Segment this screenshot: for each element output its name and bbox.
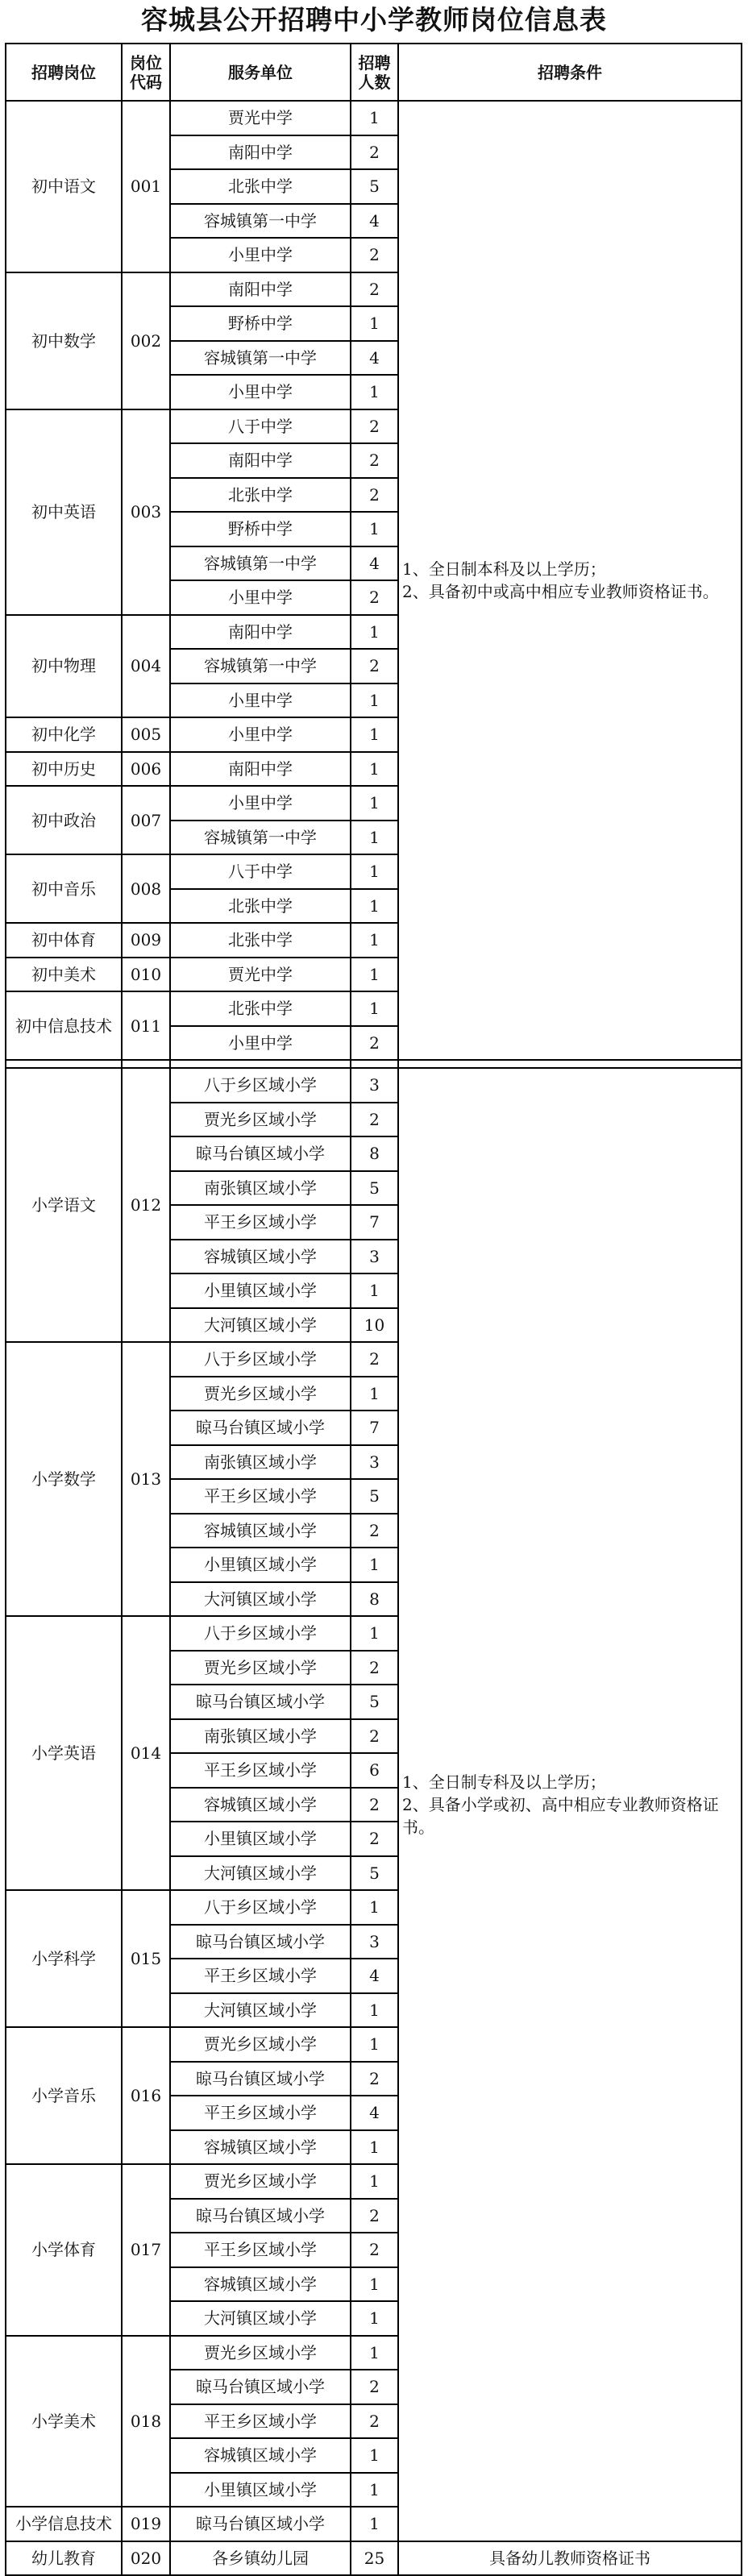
code-cell: 018 [122, 2336, 170, 2507]
count-cell: 7 [351, 1411, 398, 1445]
unit-cell: 南张镇区域小学 [170, 1171, 351, 1206]
count-cell: 1 [351, 2164, 398, 2199]
unit-cell: 贾光乡区域小学 [170, 1103, 351, 1137]
unit-cell: 容城镇区域小学 [170, 1514, 351, 1548]
count-cell: 7 [351, 1205, 398, 1240]
unit-cell: 晾马台镇区域小学 [170, 2507, 351, 2541]
unit-cell: 北张中学 [170, 991, 351, 1026]
count-cell: 1 [351, 1616, 398, 1651]
count-cell: 8 [351, 1136, 398, 1171]
code-cell: 011 [122, 991, 170, 1060]
unit-cell: 小里中学 [170, 717, 351, 752]
count-cell: 1 [351, 2301, 398, 2336]
unit-cell: 容城镇区域小学 [170, 2130, 351, 2165]
unit-cell: 北张中学 [170, 478, 351, 513]
count-cell: 2 [351, 1719, 398, 1754]
post-cell: 小学音乐 [6, 2027, 122, 2164]
post-cell: 小学信息技术 [6, 2507, 122, 2541]
post-cell: 初中语文 [6, 101, 122, 272]
unit-cell: 容城镇第一中学 [170, 341, 351, 376]
unit-cell: 八于中学 [170, 409, 351, 444]
code-cell: 003 [122, 409, 170, 615]
post-cell: 初中化学 [6, 717, 122, 752]
count-cell: 2 [351, 1103, 398, 1137]
count-cell: 2 [351, 272, 398, 307]
header-code: 岗位代码 [122, 44, 170, 101]
unit-cell: 小里镇区域小学 [170, 2473, 351, 2507]
count-cell: 1 [351, 854, 398, 889]
count-cell: 2 [351, 2370, 398, 2404]
table-row [6, 101, 742, 135]
unit-cell: 平王乡区域小学 [170, 1959, 351, 1993]
count-cell: 2 [351, 2404, 398, 2439]
count-cell: 1 [351, 889, 398, 924]
section-separator [6, 1060, 742, 1068]
unit-cell: 容城镇第一中学 [170, 821, 351, 855]
count-cell: 5 [351, 1856, 398, 1891]
condition-line: 2、具备初中或高中相应专业教师资格证书。 [402, 582, 719, 601]
unit-cell: 小里中学 [170, 1026, 351, 1061]
unit-cell: 野桥中学 [170, 512, 351, 546]
count-cell: 1 [351, 2336, 398, 2370]
unit-cell: 小里镇区域小学 [170, 1548, 351, 1582]
unit-cell: 平王乡区域小学 [170, 2404, 351, 2439]
unit-cell: 贾光乡区域小学 [170, 2164, 351, 2199]
unit-cell: 小里中学 [170, 786, 351, 821]
count-cell: 1 [351, 786, 398, 821]
unit-cell: 小里中学 [170, 375, 351, 409]
count-cell: 1 [351, 512, 398, 546]
unit-cell: 贾光中学 [170, 101, 351, 135]
count-cell: 1 [351, 2473, 398, 2507]
count-cell: 5 [351, 169, 398, 204]
unit-cell: 大河镇区域小学 [170, 1308, 351, 1343]
code-cell: 008 [122, 854, 170, 923]
unit-cell: 晾马台镇区域小学 [170, 1925, 351, 1959]
count-cell: 1 [351, 752, 398, 787]
code-cell: 001 [122, 101, 170, 272]
count-cell: 4 [351, 546, 398, 581]
count-cell: 1 [351, 1377, 398, 1411]
count-cell: 6 [351, 1753, 398, 1788]
count-cell: 1 [351, 923, 398, 958]
unit-cell: 八于中学 [170, 854, 351, 889]
header-unit: 服务单位 [170, 44, 351, 101]
count-cell: 1 [351, 1993, 398, 2028]
count-cell: 1 [351, 2507, 398, 2541]
unit-cell: 贾光中学 [170, 958, 351, 992]
post-cell: 幼儿教育 [6, 2541, 122, 2576]
unit-cell: 大河镇区域小学 [170, 1582, 351, 1617]
count-cell: 1 [351, 991, 398, 1026]
code-cell: 015 [122, 1890, 170, 2027]
unit-cell: 平王乡区域小学 [170, 1205, 351, 1240]
unit-cell: 容城镇第一中学 [170, 204, 351, 239]
count-cell: 2 [351, 1822, 398, 1856]
count-cell: 1 [351, 1890, 398, 1925]
count-cell: 1 [351, 958, 398, 992]
code-cell: 017 [122, 2164, 170, 2336]
count-cell: 2 [351, 649, 398, 683]
count-cell: 2 [351, 1514, 398, 1548]
code-cell: 006 [122, 752, 170, 787]
post-cell: 小学数学 [6, 1342, 122, 1616]
count-cell: 1 [351, 101, 398, 135]
header-count: 招聘人数 [351, 44, 398, 101]
count-cell: 2 [351, 1788, 398, 1822]
unit-cell: 贾光乡区域小学 [170, 1377, 351, 1411]
header-row [6, 44, 742, 101]
unit-cell: 小里中学 [170, 238, 351, 272]
count-cell: 2 [351, 1026, 398, 1061]
unit-cell: 小里中学 [170, 683, 351, 718]
count-cell: 1 [351, 375, 398, 409]
unit-cell: 南阳中学 [170, 135, 351, 170]
code-cell: 012 [122, 1068, 170, 1342]
count-cell: 2 [351, 409, 398, 444]
count-cell: 1 [351, 2027, 398, 2062]
count-cell: 1 [351, 1273, 398, 1308]
post-cell: 小学语文 [6, 1068, 122, 1342]
count-cell: 1 [351, 1548, 398, 1582]
post-cell: 初中信息技术 [6, 991, 122, 1060]
unit-cell: 南阳中学 [170, 272, 351, 307]
unit-cell: 北张中学 [170, 169, 351, 204]
code-cell: 002 [122, 272, 170, 409]
unit-cell: 晾马台镇区域小学 [170, 1411, 351, 1445]
unit-cell: 八于乡区域小学 [170, 1342, 351, 1377]
condition-line: 1、全日制专科及以上学历； [402, 1772, 606, 1792]
unit-cell: 大河镇区域小学 [170, 1993, 351, 2028]
unit-cell: 平王乡区域小学 [170, 1479, 351, 1514]
count-cell: 1 [351, 2267, 398, 2302]
post-cell: 初中数学 [6, 272, 122, 409]
unit-cell: 容城镇第一中学 [170, 649, 351, 683]
count-cell: 5 [351, 1685, 398, 1719]
count-cell: 1 [351, 683, 398, 718]
count-cell: 3 [351, 1240, 398, 1274]
post-cell: 小学科学 [6, 1890, 122, 2027]
unit-cell: 容城镇区域小学 [170, 2267, 351, 2302]
condition-line: 1、全日制本科及以上学历； [402, 559, 606, 579]
unit-cell: 容城镇第一中学 [170, 546, 351, 581]
unit-cell: 小里中学 [170, 580, 351, 615]
unit-cell: 北张中学 [170, 889, 351, 924]
unit-cell: 平王乡区域小学 [170, 2096, 351, 2130]
count-cell: 3 [351, 1445, 398, 1480]
count-cell: 1 [351, 615, 398, 650]
unit-cell: 小里镇区域小学 [170, 1822, 351, 1856]
count-cell: 3 [351, 1925, 398, 1959]
unit-cell: 贾光乡区域小学 [170, 2027, 351, 2062]
unit-cell: 小里镇区域小学 [170, 1273, 351, 1308]
count-cell: 10 [351, 1308, 398, 1343]
count-cell: 25 [351, 2541, 398, 2576]
count-cell: 1 [351, 821, 398, 855]
count-cell: 4 [351, 341, 398, 376]
post-cell: 初中音乐 [6, 854, 122, 923]
post-cell: 初中体育 [6, 923, 122, 958]
post-cell: 初中物理 [6, 615, 122, 718]
condition-line: 2、具备小学或初、高中相应专业教师资格证书。 [402, 1794, 719, 1837]
post-cell: 初中历史 [6, 752, 122, 787]
unit-cell: 南张镇区域小学 [170, 1719, 351, 1754]
separator-cell [398, 1060, 742, 1068]
unit-cell: 南张镇区域小学 [170, 1445, 351, 1480]
code-cell: 007 [122, 786, 170, 854]
page-title: 容城县公开招聘中小学教师岗位信息表 [141, 4, 607, 35]
count-cell: 2 [351, 443, 398, 478]
unit-cell: 晾马台镇区域小学 [170, 2062, 351, 2096]
conditions-cell [398, 1068, 742, 2541]
unit-cell: 晾马台镇区域小学 [170, 2370, 351, 2404]
header-conditions: 招聘条件 [398, 44, 742, 101]
unit-cell: 大河镇区域小学 [170, 2301, 351, 2336]
count-cell: 2 [351, 238, 398, 272]
count-cell: 8 [351, 1582, 398, 1617]
unit-cell: 野桥中学 [170, 306, 351, 341]
code-cell: 010 [122, 958, 170, 992]
code-cell: 009 [122, 923, 170, 958]
code-cell: 019 [122, 2507, 170, 2541]
count-cell: 2 [351, 1342, 398, 1377]
count-cell: 2 [351, 2233, 398, 2267]
unit-cell: 晾马台镇区域小学 [170, 1685, 351, 1719]
recruitment-table [5, 43, 742, 2576]
code-cell: 013 [122, 1342, 170, 1616]
count-cell: 2 [351, 2062, 398, 2096]
code-cell: 005 [122, 717, 170, 752]
count-cell: 3 [351, 1068, 398, 1103]
unit-cell: 平王乡区域小学 [170, 1753, 351, 1788]
code-cell: 014 [122, 1616, 170, 1890]
table-row [6, 1068, 742, 1103]
unit-cell: 南阳中学 [170, 615, 351, 650]
unit-cell: 八于乡区域小学 [170, 1890, 351, 1925]
table-body [6, 101, 742, 2575]
unit-cell: 容城镇区域小学 [170, 1788, 351, 1822]
code-cell: 020 [122, 2541, 170, 2576]
count-cell: 5 [351, 1171, 398, 1206]
count-cell: 2 [351, 135, 398, 170]
separator-cell [122, 1060, 170, 1068]
count-cell: 4 [351, 2096, 398, 2130]
count-cell: 1 [351, 306, 398, 341]
post-cell: 小学美术 [6, 2336, 122, 2507]
unit-cell: 容城镇区域小学 [170, 1240, 351, 1274]
count-cell: 2 [351, 580, 398, 615]
separator-cell [6, 1060, 122, 1068]
unit-cell: 平王乡区域小学 [170, 2233, 351, 2267]
count-cell: 4 [351, 1959, 398, 1993]
unit-cell: 晾马台镇区域小学 [170, 1136, 351, 1171]
unit-cell: 南阳中学 [170, 443, 351, 478]
count-cell: 4 [351, 204, 398, 239]
post-cell: 初中美术 [6, 958, 122, 992]
count-cell: 5 [351, 1479, 398, 1514]
unit-cell: 八于乡区域小学 [170, 1068, 351, 1103]
conditions-cell: 具备幼儿教师资格证书 [398, 2541, 742, 2576]
conditions-cell [398, 101, 742, 1060]
post-cell: 小学体育 [6, 2164, 122, 2336]
post-cell: 初中政治 [6, 786, 122, 854]
header-post: 招聘岗位 [6, 44, 122, 101]
unit-cell: 贾光乡区域小学 [170, 1651, 351, 1685]
count-cell: 2 [351, 478, 398, 513]
code-cell: 004 [122, 615, 170, 718]
count-cell: 2 [351, 1651, 398, 1685]
unit-cell: 各乡镇幼儿园 [170, 2541, 351, 2576]
count-cell: 1 [351, 2130, 398, 2165]
post-cell: 小学英语 [6, 1616, 122, 1890]
code-cell: 016 [122, 2027, 170, 2164]
count-cell: 2 [351, 2199, 398, 2233]
unit-cell: 八于乡区域小学 [170, 1616, 351, 1651]
separator-cell [170, 1060, 351, 1068]
unit-cell: 晾马台镇区域小学 [170, 2199, 351, 2233]
count-cell: 1 [351, 717, 398, 752]
post-cell: 初中英语 [6, 409, 122, 615]
count-cell: 1 [351, 2438, 398, 2473]
unit-cell: 贾光乡区域小学 [170, 2336, 351, 2370]
separator-cell [351, 1060, 398, 1068]
unit-cell: 容城镇区域小学 [170, 2438, 351, 2473]
unit-cell: 南阳中学 [170, 752, 351, 787]
unit-cell: 大河镇区域小学 [170, 1856, 351, 1891]
unit-cell: 北张中学 [170, 923, 351, 958]
